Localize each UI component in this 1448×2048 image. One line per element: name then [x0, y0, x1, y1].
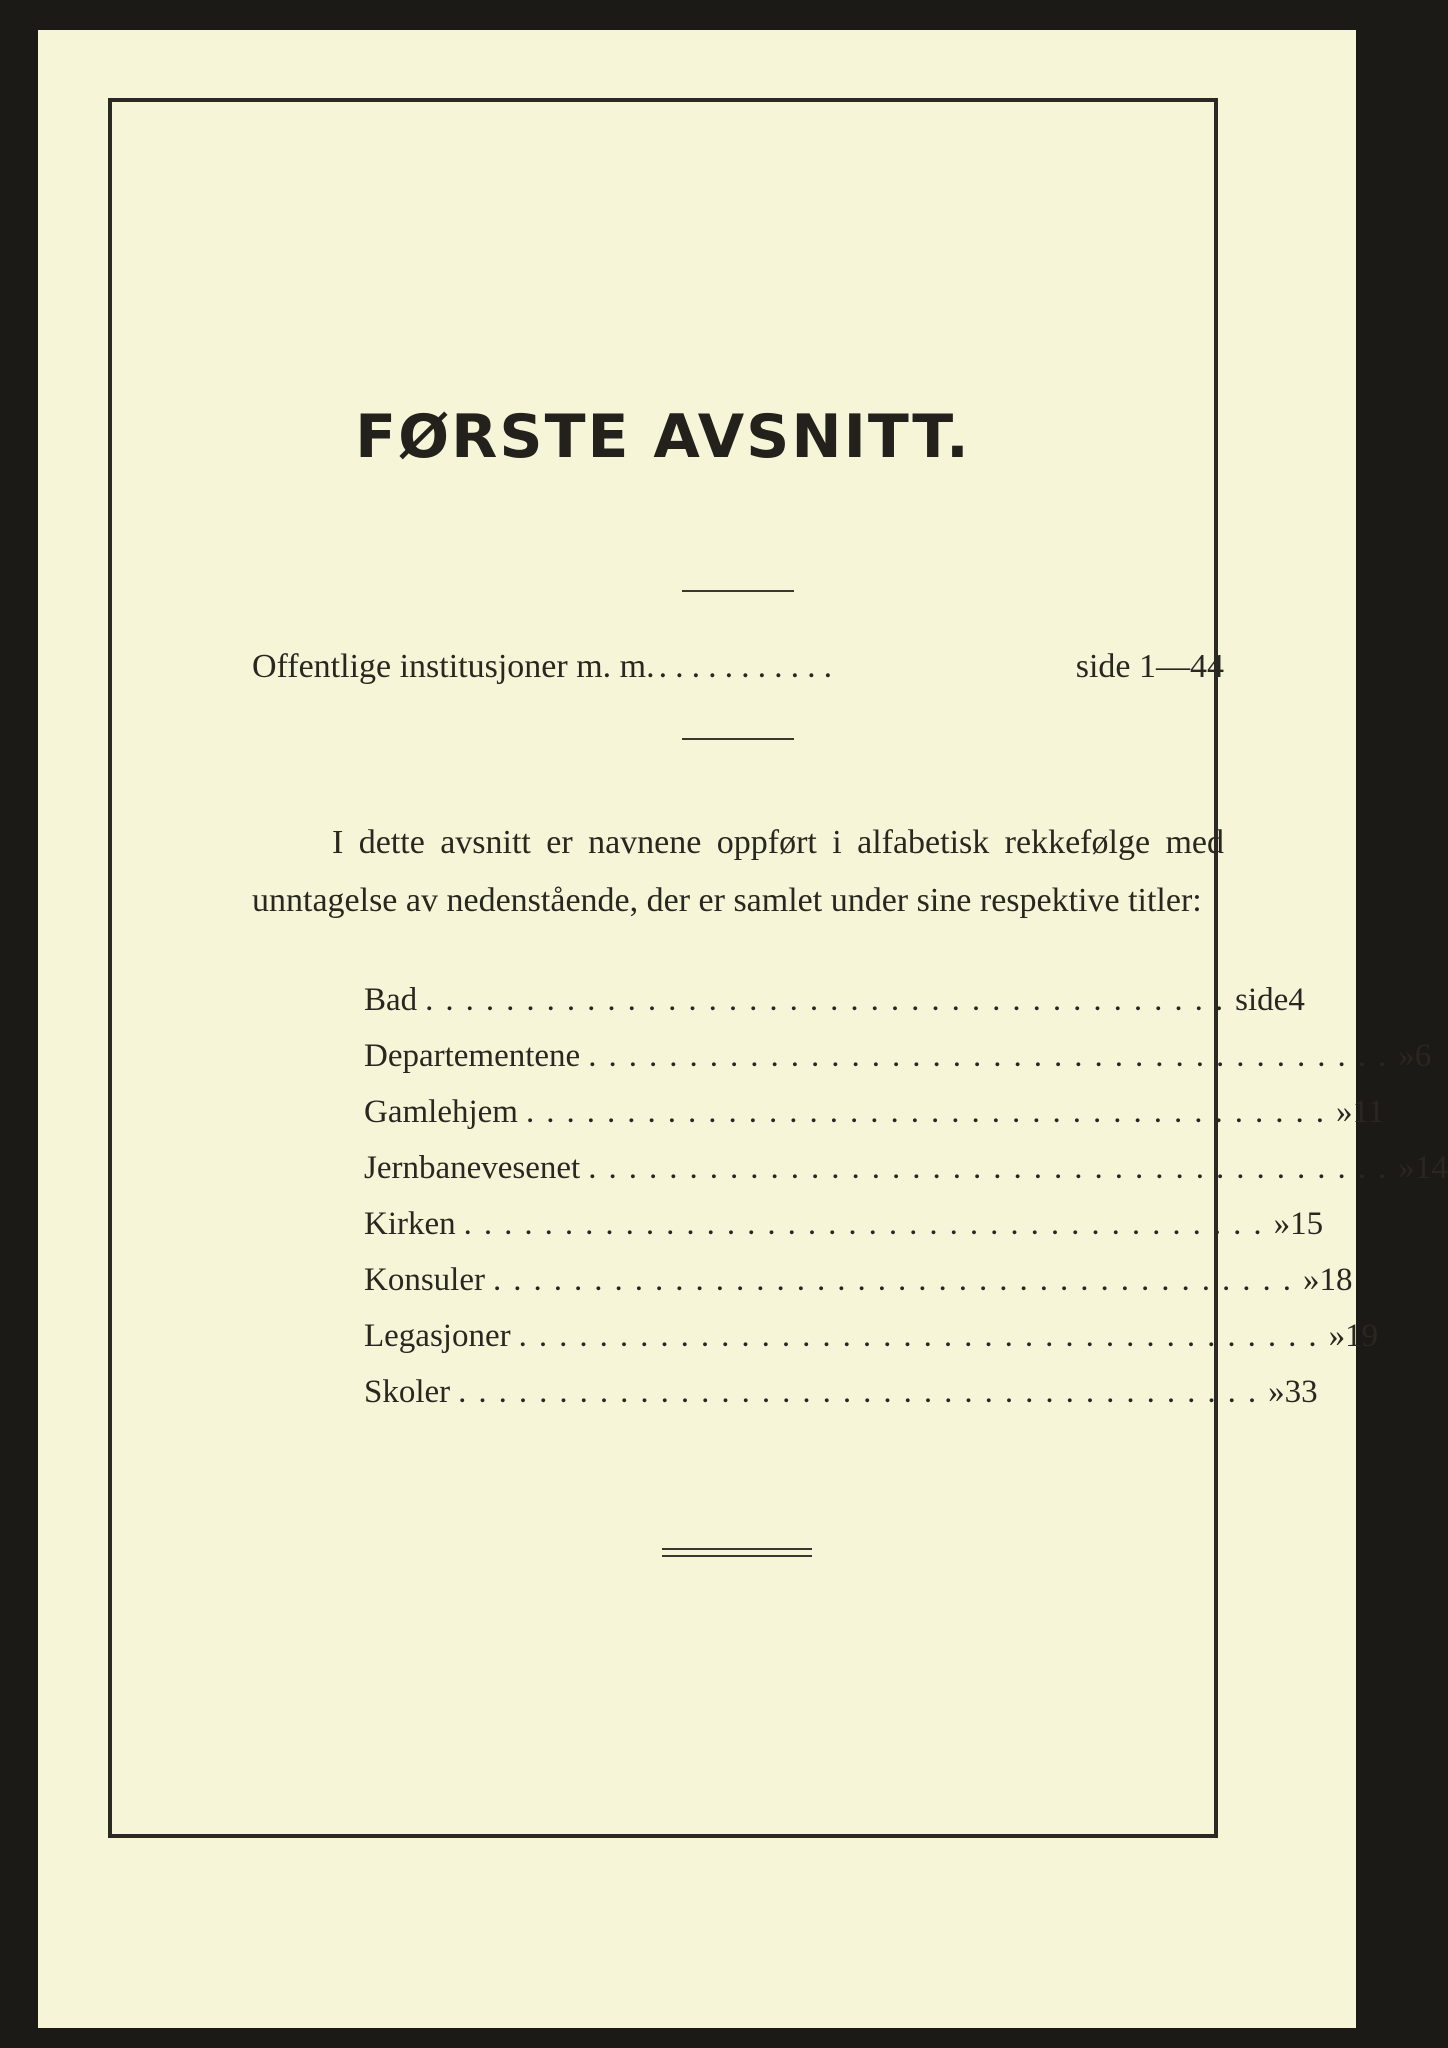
double-rule [662, 1548, 812, 1557]
toc-label: Bad [364, 982, 418, 1018]
page-title: FØRSTE AVSNITT. [355, 402, 971, 472]
section-leader: ........... [658, 648, 841, 685]
toc-page: 33 [1284, 1374, 1318, 1410]
toc-row [364, 1150, 1448, 1206]
toc-leader: ........................................ [492, 1262, 1303, 1298]
document-page [38, 30, 1448, 2028]
toc-row [364, 1374, 1318, 1430]
toc-leader: ........................................ [518, 1318, 1329, 1354]
toc-leader: ........................................ [588, 1038, 1399, 1074]
page-border [108, 98, 1448, 1838]
toc-row [364, 982, 1305, 1038]
toc-side: » [1335, 1094, 1353, 1130]
toc-label: Jernbanevesenet [364, 1150, 581, 1186]
toc-label: Gamlehjem [364, 1094, 518, 1130]
toc-page: 19 [1345, 1318, 1379, 1354]
section-pages: side 1—44 [1075, 648, 1224, 685]
toc-page: 14 [1414, 1150, 1448, 1186]
toc-leader: ........................................ [463, 1206, 1274, 1242]
toc-row [364, 1038, 1432, 1094]
toc-label: Departementene [364, 1038, 581, 1074]
toc-side: side [1235, 982, 1289, 1018]
divider-rule [682, 590, 794, 592]
toc-label: Kirken [364, 1206, 456, 1242]
toc-row [364, 1262, 1353, 1318]
toc-page: 4 [1288, 982, 1305, 1018]
toc-row [364, 1094, 1385, 1150]
toc-leader: ........................................ [525, 1094, 1336, 1130]
toc-list [364, 982, 1448, 1430]
toc-page: 11 [1352, 1094, 1385, 1130]
toc-side: » [1398, 1150, 1415, 1186]
toc-leader: ........................................ [425, 982, 1236, 1018]
toc-side: » [1398, 1038, 1415, 1074]
intro-paragraph: I dette avsnitt er navnene oppført i alfabetisk rekkefølge med unntagelse av nedenstående, der er samlet under sine respektive titler: [252, 824, 1224, 919]
toc-leader: ........................................ [588, 1150, 1399, 1186]
toc-side: » [1328, 1318, 1346, 1354]
toc-row [364, 1318, 1379, 1374]
toc-page: 15 [1290, 1206, 1324, 1242]
toc-side: » [1302, 1262, 1320, 1298]
toc-side: » [1273, 1206, 1291, 1242]
toc-side: » [1268, 1374, 1285, 1410]
toc-page: 18 [1319, 1262, 1353, 1298]
toc-label: Skoler [364, 1374, 451, 1410]
toc-page: 6 [1414, 1038, 1432, 1074]
toc-label: Konsuler [364, 1262, 485, 1298]
toc-label: Legasjoner [364, 1318, 511, 1354]
toc-leader: ........................................ [458, 1374, 1269, 1410]
section-label: Offentlige institusjoner m. m. [252, 648, 655, 685]
divider-rule [682, 738, 794, 740]
section-entry [252, 648, 1224, 686]
toc-row [364, 1206, 1324, 1262]
